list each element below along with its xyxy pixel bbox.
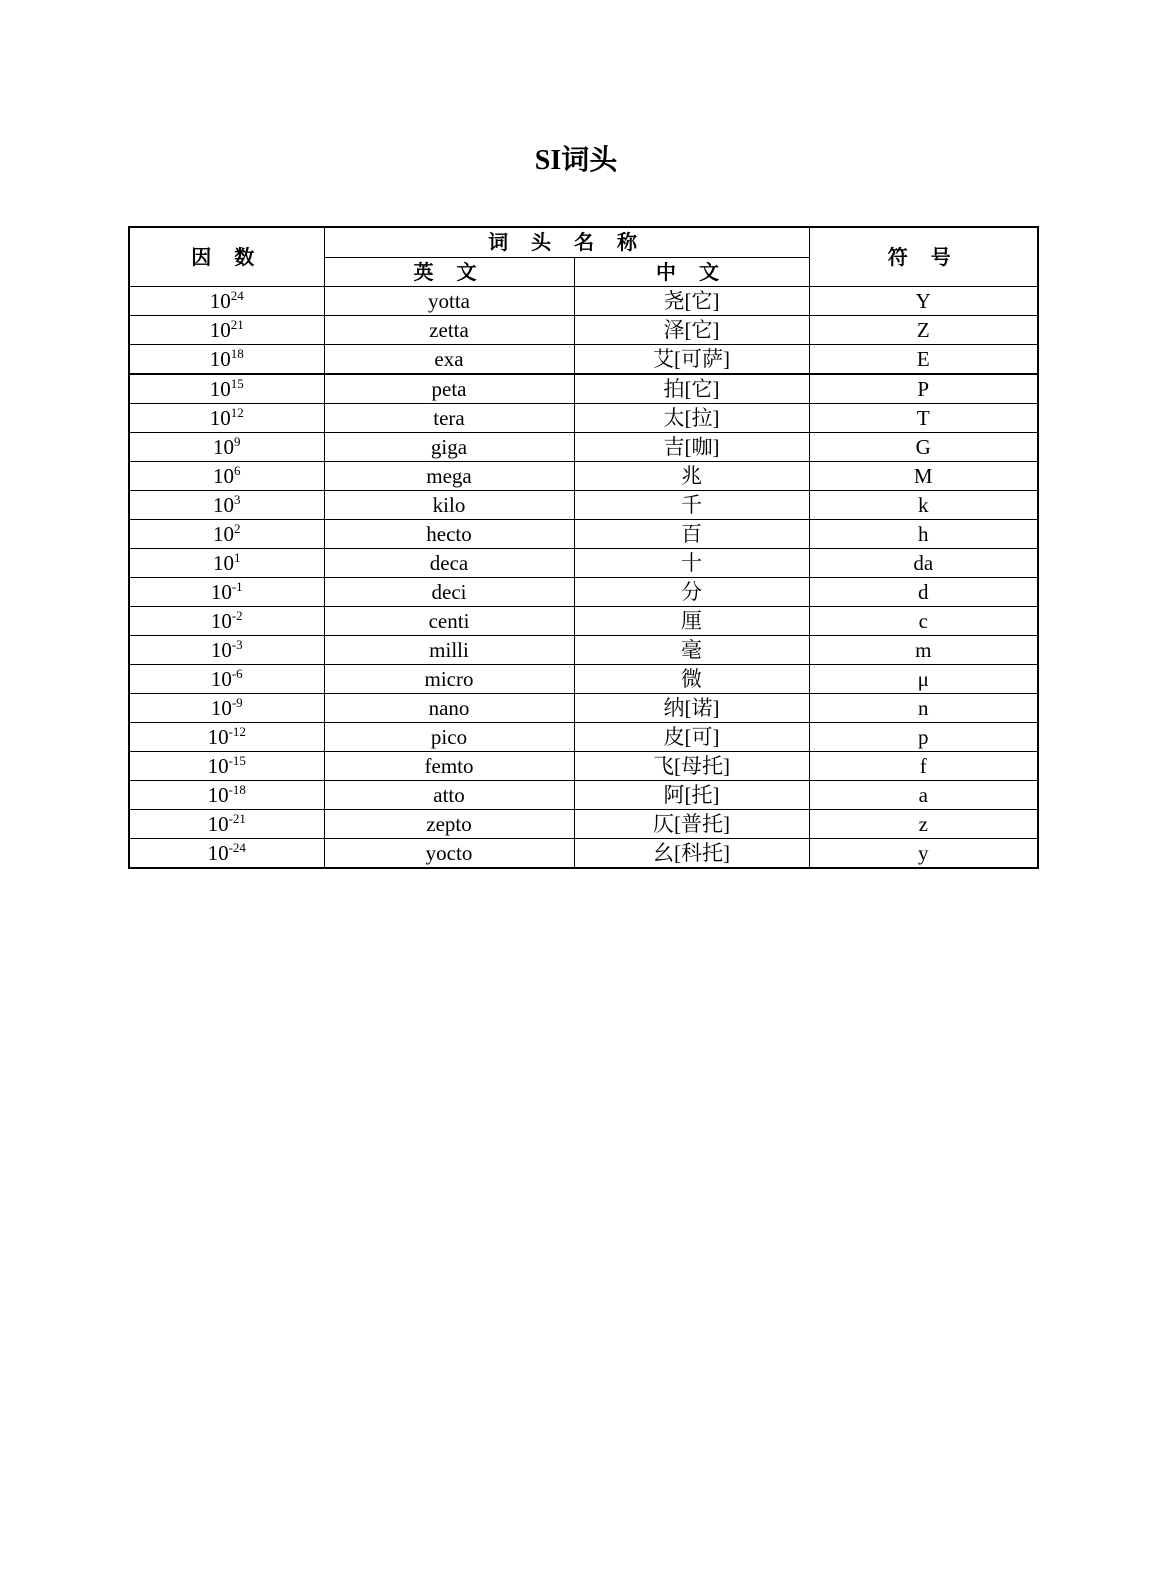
chinese-name-cell: 仄[普托] [574, 810, 809, 839]
factor-base: 10 [207, 812, 229, 836]
factor-base: 10 [210, 696, 232, 720]
factor-exponent: -18 [228, 782, 246, 797]
english-name-cell: kilo [324, 491, 574, 520]
factor-base: 10 [213, 522, 234, 546]
factor-exponent: 24 [230, 288, 244, 303]
factor-cell [129, 810, 324, 839]
factor-cell [129, 752, 324, 781]
header-chinese: 中 文 [574, 257, 809, 287]
table-row [129, 752, 1038, 781]
header-prefix-name: 词 头 名 称 [324, 227, 809, 257]
si-prefix-table [128, 226, 1039, 869]
table-row [129, 578, 1038, 607]
factor-cell [129, 636, 324, 665]
table-row [129, 549, 1038, 578]
english-name-cell: zetta [324, 316, 574, 345]
symbol-cell: d [809, 578, 1038, 607]
factor-exponent: -12 [228, 724, 246, 739]
english-name-cell: centi [324, 607, 574, 636]
factor-exponent: -15 [228, 753, 246, 768]
table-body [129, 287, 1038, 869]
factor-base: 10 [213, 493, 234, 517]
factor-cell [129, 607, 324, 636]
factor-cell [129, 287, 324, 316]
table-row [129, 723, 1038, 752]
chinese-name-cell: 幺[科托] [574, 839, 809, 869]
english-name-cell: deca [324, 549, 574, 578]
chinese-name-cell: 千 [574, 491, 809, 520]
factor-cell [129, 345, 324, 375]
table-row [129, 839, 1038, 869]
chinese-name-cell: 百 [574, 520, 809, 549]
symbol-cell: Y [809, 287, 1038, 316]
chinese-name-cell: 厘 [574, 607, 809, 636]
table-row [129, 607, 1038, 636]
factor-cell [129, 520, 324, 549]
factor-exponent: -24 [228, 840, 246, 855]
chinese-name-cell: 拍[它] [574, 374, 809, 404]
symbol-cell: k [809, 491, 1038, 520]
table-row [129, 520, 1038, 549]
factor-base: 10 [207, 754, 229, 778]
factor-base: 10 [210, 609, 232, 633]
english-name-cell: milli [324, 636, 574, 665]
symbol-cell: Z [809, 316, 1038, 345]
factor-base: 10 [210, 667, 232, 691]
factor-base: 10 [209, 347, 231, 371]
symbol-cell: μ [809, 665, 1038, 694]
factor-base: 10 [213, 464, 234, 488]
chinese-name-cell: 尧[它] [574, 287, 809, 316]
symbol-cell: E [809, 345, 1038, 375]
symbol-cell: f [809, 752, 1038, 781]
english-name-cell: yocto [324, 839, 574, 869]
symbol-cell: a [809, 781, 1038, 810]
table-row [129, 345, 1038, 375]
symbol-cell: z [809, 810, 1038, 839]
symbol-cell: M [809, 462, 1038, 491]
factor-cell [129, 404, 324, 433]
chinese-name-cell: 纳[诺] [574, 694, 809, 723]
chinese-name-cell: 泽[它] [574, 316, 809, 345]
chinese-name-cell: 分 [574, 578, 809, 607]
factor-base: 10 [207, 725, 229, 749]
factor-cell [129, 433, 324, 462]
english-name-cell: peta [324, 374, 574, 404]
header-factor: 因 数 [129, 227, 324, 287]
factor-base: 10 [209, 406, 231, 430]
factor-cell [129, 549, 324, 578]
factor-base: 10 [210, 580, 232, 604]
factor-cell [129, 839, 324, 869]
table-row [129, 404, 1038, 433]
english-name-cell: deci [324, 578, 574, 607]
english-name-cell: yotta [324, 287, 574, 316]
factor-base: 10 [209, 377, 231, 401]
symbol-cell: T [809, 404, 1038, 433]
chinese-name-cell: 皮[可] [574, 723, 809, 752]
table-row [129, 665, 1038, 694]
factor-cell [129, 665, 324, 694]
chinese-name-cell: 微 [574, 665, 809, 694]
factor-base: 10 [207, 783, 229, 807]
symbol-cell: c [809, 607, 1038, 636]
factor-base: 10 [209, 289, 231, 313]
english-name-cell: exa [324, 345, 574, 375]
factor-exponent: 3 [234, 492, 241, 507]
factor-exponent: 9 [234, 434, 241, 449]
english-name-cell: micro [324, 665, 574, 694]
english-name-cell: pico [324, 723, 574, 752]
factor-cell [129, 578, 324, 607]
english-name-cell: giga [324, 433, 574, 462]
chinese-name-cell: 十 [574, 549, 809, 578]
symbol-cell: n [809, 694, 1038, 723]
english-name-cell: hecto [324, 520, 574, 549]
table-row [129, 636, 1038, 665]
chinese-name-cell: 吉[咖] [574, 433, 809, 462]
factor-exponent: 6 [234, 463, 241, 478]
factor-exponent: 15 [230, 376, 244, 391]
table-row [129, 374, 1038, 404]
english-name-cell: tera [324, 404, 574, 433]
factor-base: 10 [207, 841, 229, 865]
factor-exponent: -3 [231, 637, 243, 652]
factor-cell [129, 491, 324, 520]
table-row [129, 462, 1038, 491]
table-row [129, 810, 1038, 839]
table-row [129, 287, 1038, 316]
factor-exponent: -6 [231, 666, 243, 681]
page-title: SI词头 [534, 145, 618, 176]
symbol-cell: m [809, 636, 1038, 665]
factor-exponent: 18 [230, 346, 244, 361]
symbol-cell: P [809, 374, 1038, 404]
factor-cell [129, 694, 324, 723]
factor-exponent: 21 [230, 317, 244, 332]
factor-exponent: -21 [228, 811, 246, 826]
chinese-name-cell: 太[拉] [574, 404, 809, 433]
symbol-cell: h [809, 520, 1038, 549]
factor-cell [129, 723, 324, 752]
factor-cell [129, 462, 324, 491]
english-name-cell: mega [324, 462, 574, 491]
table-row [129, 781, 1038, 810]
factor-exponent: 2 [234, 521, 241, 536]
symbol-cell: G [809, 433, 1038, 462]
english-name-cell: nano [324, 694, 574, 723]
factor-exponent: -1 [231, 579, 243, 594]
factor-exponent: -2 [231, 608, 243, 623]
factor-cell [129, 374, 324, 404]
factor-exponent: 1 [234, 550, 241, 565]
factor-cell [129, 781, 324, 810]
english-name-cell: femto [324, 752, 574, 781]
table-row [129, 433, 1038, 462]
factor-base: 10 [210, 638, 232, 662]
factor-exponent: -9 [231, 695, 243, 710]
symbol-cell: y [809, 839, 1038, 869]
table-row [129, 491, 1038, 520]
factor-base: 10 [213, 551, 234, 575]
english-name-cell: atto [324, 781, 574, 810]
symbol-cell: da [809, 549, 1038, 578]
english-name-cell: zepto [324, 810, 574, 839]
table-row [129, 316, 1038, 345]
chinese-name-cell: 毫 [574, 636, 809, 665]
chinese-name-cell: 兆 [574, 462, 809, 491]
factor-base: 10 [209, 318, 231, 342]
table-row [129, 694, 1038, 723]
chinese-name-cell: 艾[可萨] [574, 345, 809, 375]
factor-cell [129, 316, 324, 345]
chinese-name-cell: 阿[托] [574, 781, 809, 810]
chinese-name-cell: 飞[母托] [574, 752, 809, 781]
factor-exponent: 12 [230, 405, 244, 420]
header-symbol: 符 号 [809, 227, 1038, 287]
symbol-cell: p [809, 723, 1038, 752]
factor-base: 10 [213, 435, 234, 459]
header-english: 英 文 [324, 257, 574, 287]
